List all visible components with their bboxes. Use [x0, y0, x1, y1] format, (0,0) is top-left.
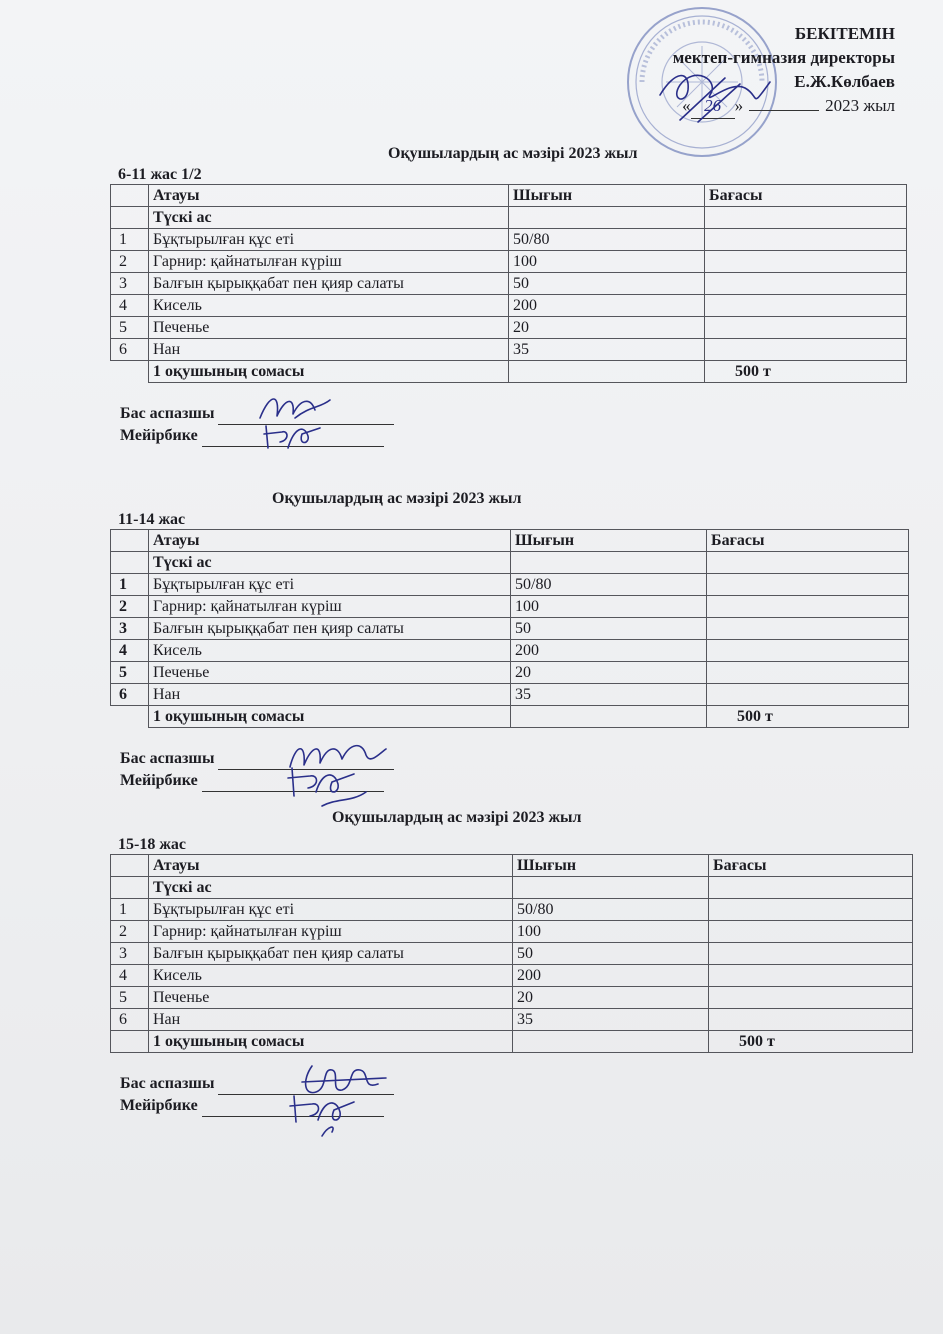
row-name: Балғын қырыққабат пен қияр салаты: [149, 943, 513, 965]
row-name: Балғын қырыққабат пен қияр салаты: [149, 273, 509, 295]
row-price: [709, 943, 913, 965]
row-num: 6: [111, 684, 149, 706]
total-label: 1 оқушының сомасы: [149, 361, 509, 383]
signature-nurse-2-icon: [282, 762, 372, 812]
row-amount: 100: [509, 251, 705, 273]
row-name: Бұқтырылған құс еті: [149, 229, 509, 251]
total-label: 1 оқушының сомасы: [149, 706, 511, 728]
total-value: 500 т: [705, 361, 907, 383]
section-num-cell: [111, 207, 149, 229]
sign-nurse-label: Мейірбике: [120, 772, 198, 789]
table-row: [111, 640, 909, 662]
row-amount: 200: [511, 640, 707, 662]
row-amount: 20: [509, 317, 705, 339]
header-name: Атауы: [149, 855, 513, 877]
date-year: 2023 жыл: [825, 96, 895, 115]
row-name: Кисель: [149, 295, 509, 317]
header-amount: Шығын: [511, 530, 707, 552]
row-name: Бұқтырылған құс еті: [149, 574, 511, 596]
sign-cook-label: Бас аспазшы: [120, 750, 215, 767]
sign-cook-label: Бас аспазшы: [120, 405, 215, 422]
header-amount: Шығын: [509, 185, 705, 207]
row-num: 3: [111, 618, 149, 640]
row-amount: 50: [509, 273, 705, 295]
section-empty-amount: [509, 207, 705, 229]
header-num-cell: [111, 185, 149, 207]
header-price: Бағасы: [705, 185, 907, 207]
row-name: Бұқтырылған құс еті: [149, 899, 513, 921]
approval-title: БЕКІТЕМІН: [794, 24, 895, 43]
total-num-cell: [111, 361, 149, 383]
director-signature-icon: [650, 60, 790, 130]
row-price: [709, 899, 913, 921]
row-name: Гарнир: қайнатылған күріш: [149, 596, 511, 618]
row-amount: 50/80: [513, 899, 709, 921]
row-price: [709, 987, 913, 1009]
row-price: [705, 317, 907, 339]
section-num-cell: [111, 552, 149, 574]
row-amount: 50: [511, 618, 707, 640]
row-name: Нан: [149, 339, 509, 361]
row-name: Печенье: [149, 662, 511, 684]
table-row: [111, 574, 909, 596]
approval-director-name: Е.Ж.Көлбаев: [794, 72, 895, 91]
row-num: 1: [111, 899, 149, 921]
row-num: 4: [111, 965, 149, 987]
section-empty-amount: [513, 877, 709, 899]
row-num: 4: [111, 295, 149, 317]
menu-block-2: [110, 511, 909, 728]
date-day: 26: [691, 94, 735, 119]
row-price: [707, 684, 909, 706]
row-price: [709, 1009, 913, 1031]
row-name: Печенье: [149, 317, 509, 339]
menu-title-3: Оқушылардың ас мәзірі 2023 жыл: [332, 809, 582, 826]
menu-title-1: Оқушылардың ас мәзірі 2023 жыл: [388, 145, 638, 162]
table-row: [111, 596, 909, 618]
table-row: [111, 317, 907, 339]
table-row: [111, 662, 909, 684]
table-row: [111, 987, 913, 1009]
section-empty-price: [707, 552, 909, 574]
row-num: 4: [111, 640, 149, 662]
row-price: [707, 596, 909, 618]
header-name: Атауы: [149, 185, 509, 207]
date-open-quote: «: [682, 96, 691, 115]
menu-table-1: [110, 184, 907, 383]
approval-position: мектеп-гимназия директоры: [672, 48, 895, 67]
total-num-cell: [111, 706, 149, 728]
total-label: 1 оқушының сомасы: [149, 1031, 513, 1053]
row-name: Кисель: [149, 965, 513, 987]
header-price: Бағасы: [707, 530, 909, 552]
date-close-quote: »: [734, 96, 744, 115]
table-header-row: [111, 855, 913, 877]
table-row: [111, 899, 913, 921]
row-name: Гарнир: қайнатылған күріш: [149, 251, 509, 273]
row-price: [705, 295, 907, 317]
row-amount: 100: [513, 921, 709, 943]
total-row: [111, 1031, 913, 1053]
row-amount: 50/80: [511, 574, 707, 596]
sign-nurse-label: Мейірбике: [120, 427, 198, 444]
table-row: [111, 251, 907, 273]
row-amount: 50/80: [509, 229, 705, 251]
header-name: Атауы: [149, 530, 511, 552]
total-value: 500 т: [707, 706, 909, 728]
row-num: 2: [111, 921, 149, 943]
row-amount: 50: [513, 943, 709, 965]
row-amount: 35: [511, 684, 707, 706]
row-amount: 200: [509, 295, 705, 317]
header-num-cell: [111, 855, 149, 877]
row-name: Печенье: [149, 987, 513, 1009]
row-amount: 20: [511, 662, 707, 684]
row-num: 5: [111, 987, 149, 1009]
row-num: 2: [111, 596, 149, 618]
table-row: [111, 1009, 913, 1031]
section-empty-price: [705, 207, 907, 229]
row-price: [709, 965, 913, 987]
menu-table-3: [110, 854, 913, 1053]
section-num-cell: [111, 877, 149, 899]
row-name: Гарнир: қайнатылған күріш: [149, 921, 513, 943]
section-label: Түскі ас: [149, 552, 511, 574]
section-label: Түскі ас: [149, 207, 509, 229]
total-num-cell: [111, 1031, 149, 1053]
signature-nurse-1-icon: [258, 418, 328, 454]
row-num: 1: [111, 574, 149, 596]
row-price: [705, 229, 907, 251]
section-row: [111, 207, 907, 229]
row-price: [709, 921, 913, 943]
row-price: [707, 662, 909, 684]
table-row: [111, 684, 909, 706]
row-num: 5: [111, 317, 149, 339]
row-name: Нан: [149, 1009, 513, 1031]
sign-cook-label: Бас аспазшы: [120, 1075, 215, 1092]
total-row: [111, 361, 907, 383]
row-name: Нан: [149, 684, 511, 706]
table-header-row: [111, 530, 909, 552]
row-price: [707, 640, 909, 662]
table-row: [111, 339, 907, 361]
row-num: 3: [111, 943, 149, 965]
sign-nurse-label: Мейірбике: [120, 1097, 198, 1114]
total-empty-cell: [509, 361, 705, 383]
row-num: 6: [111, 1009, 149, 1031]
table-row: [111, 943, 913, 965]
row-price: [707, 574, 909, 596]
row-num: 5: [111, 662, 149, 684]
section-row: [111, 877, 913, 899]
header-amount: Шығын: [513, 855, 709, 877]
table-row: [111, 618, 909, 640]
row-price: [705, 339, 907, 361]
section-row: [111, 552, 909, 574]
row-name: Балғын қырыққабат пен қияр салаты: [149, 618, 511, 640]
row-num: 6: [111, 339, 149, 361]
menu-block-1: [110, 166, 907, 383]
menu-title-2: Оқушылардың ас мәзірі 2023 жыл: [272, 490, 522, 507]
table-row: [111, 965, 913, 987]
section-label: Түскі ас: [149, 877, 513, 899]
row-price: [705, 273, 907, 295]
row-amount: 200: [513, 965, 709, 987]
row-num: 2: [111, 251, 149, 273]
table-row: [111, 273, 907, 295]
row-amount: 100: [511, 596, 707, 618]
table-header-row: [111, 185, 907, 207]
total-row: [111, 706, 909, 728]
age-label-1: 6-11 жас 1/2: [118, 166, 202, 183]
menu-table-2: [110, 529, 909, 728]
total-empty-cell: [513, 1031, 709, 1053]
section-empty-amount: [511, 552, 707, 574]
row-amount: 35: [509, 339, 705, 361]
row-num: 3: [111, 273, 149, 295]
menu-block-3: [110, 836, 913, 1053]
table-row: [111, 921, 913, 943]
row-num: 1: [111, 229, 149, 251]
row-amount: 35: [513, 1009, 709, 1031]
table-row: [111, 229, 907, 251]
age-label-2: 11-14 жас: [118, 511, 186, 528]
total-empty-cell: [511, 706, 707, 728]
signature-nurse-3-icon: [282, 1090, 372, 1140]
section-empty-price: [709, 877, 913, 899]
row-amount: 20: [513, 987, 709, 1009]
header-price: Бағасы: [709, 855, 913, 877]
row-price: [707, 618, 909, 640]
row-price: [705, 251, 907, 273]
age-label-3: 15-18 жас: [118, 836, 187, 853]
total-value: 500 т: [709, 1031, 913, 1053]
table-row: [111, 295, 907, 317]
row-name: Кисель: [149, 640, 511, 662]
header-num-cell: [111, 530, 149, 552]
